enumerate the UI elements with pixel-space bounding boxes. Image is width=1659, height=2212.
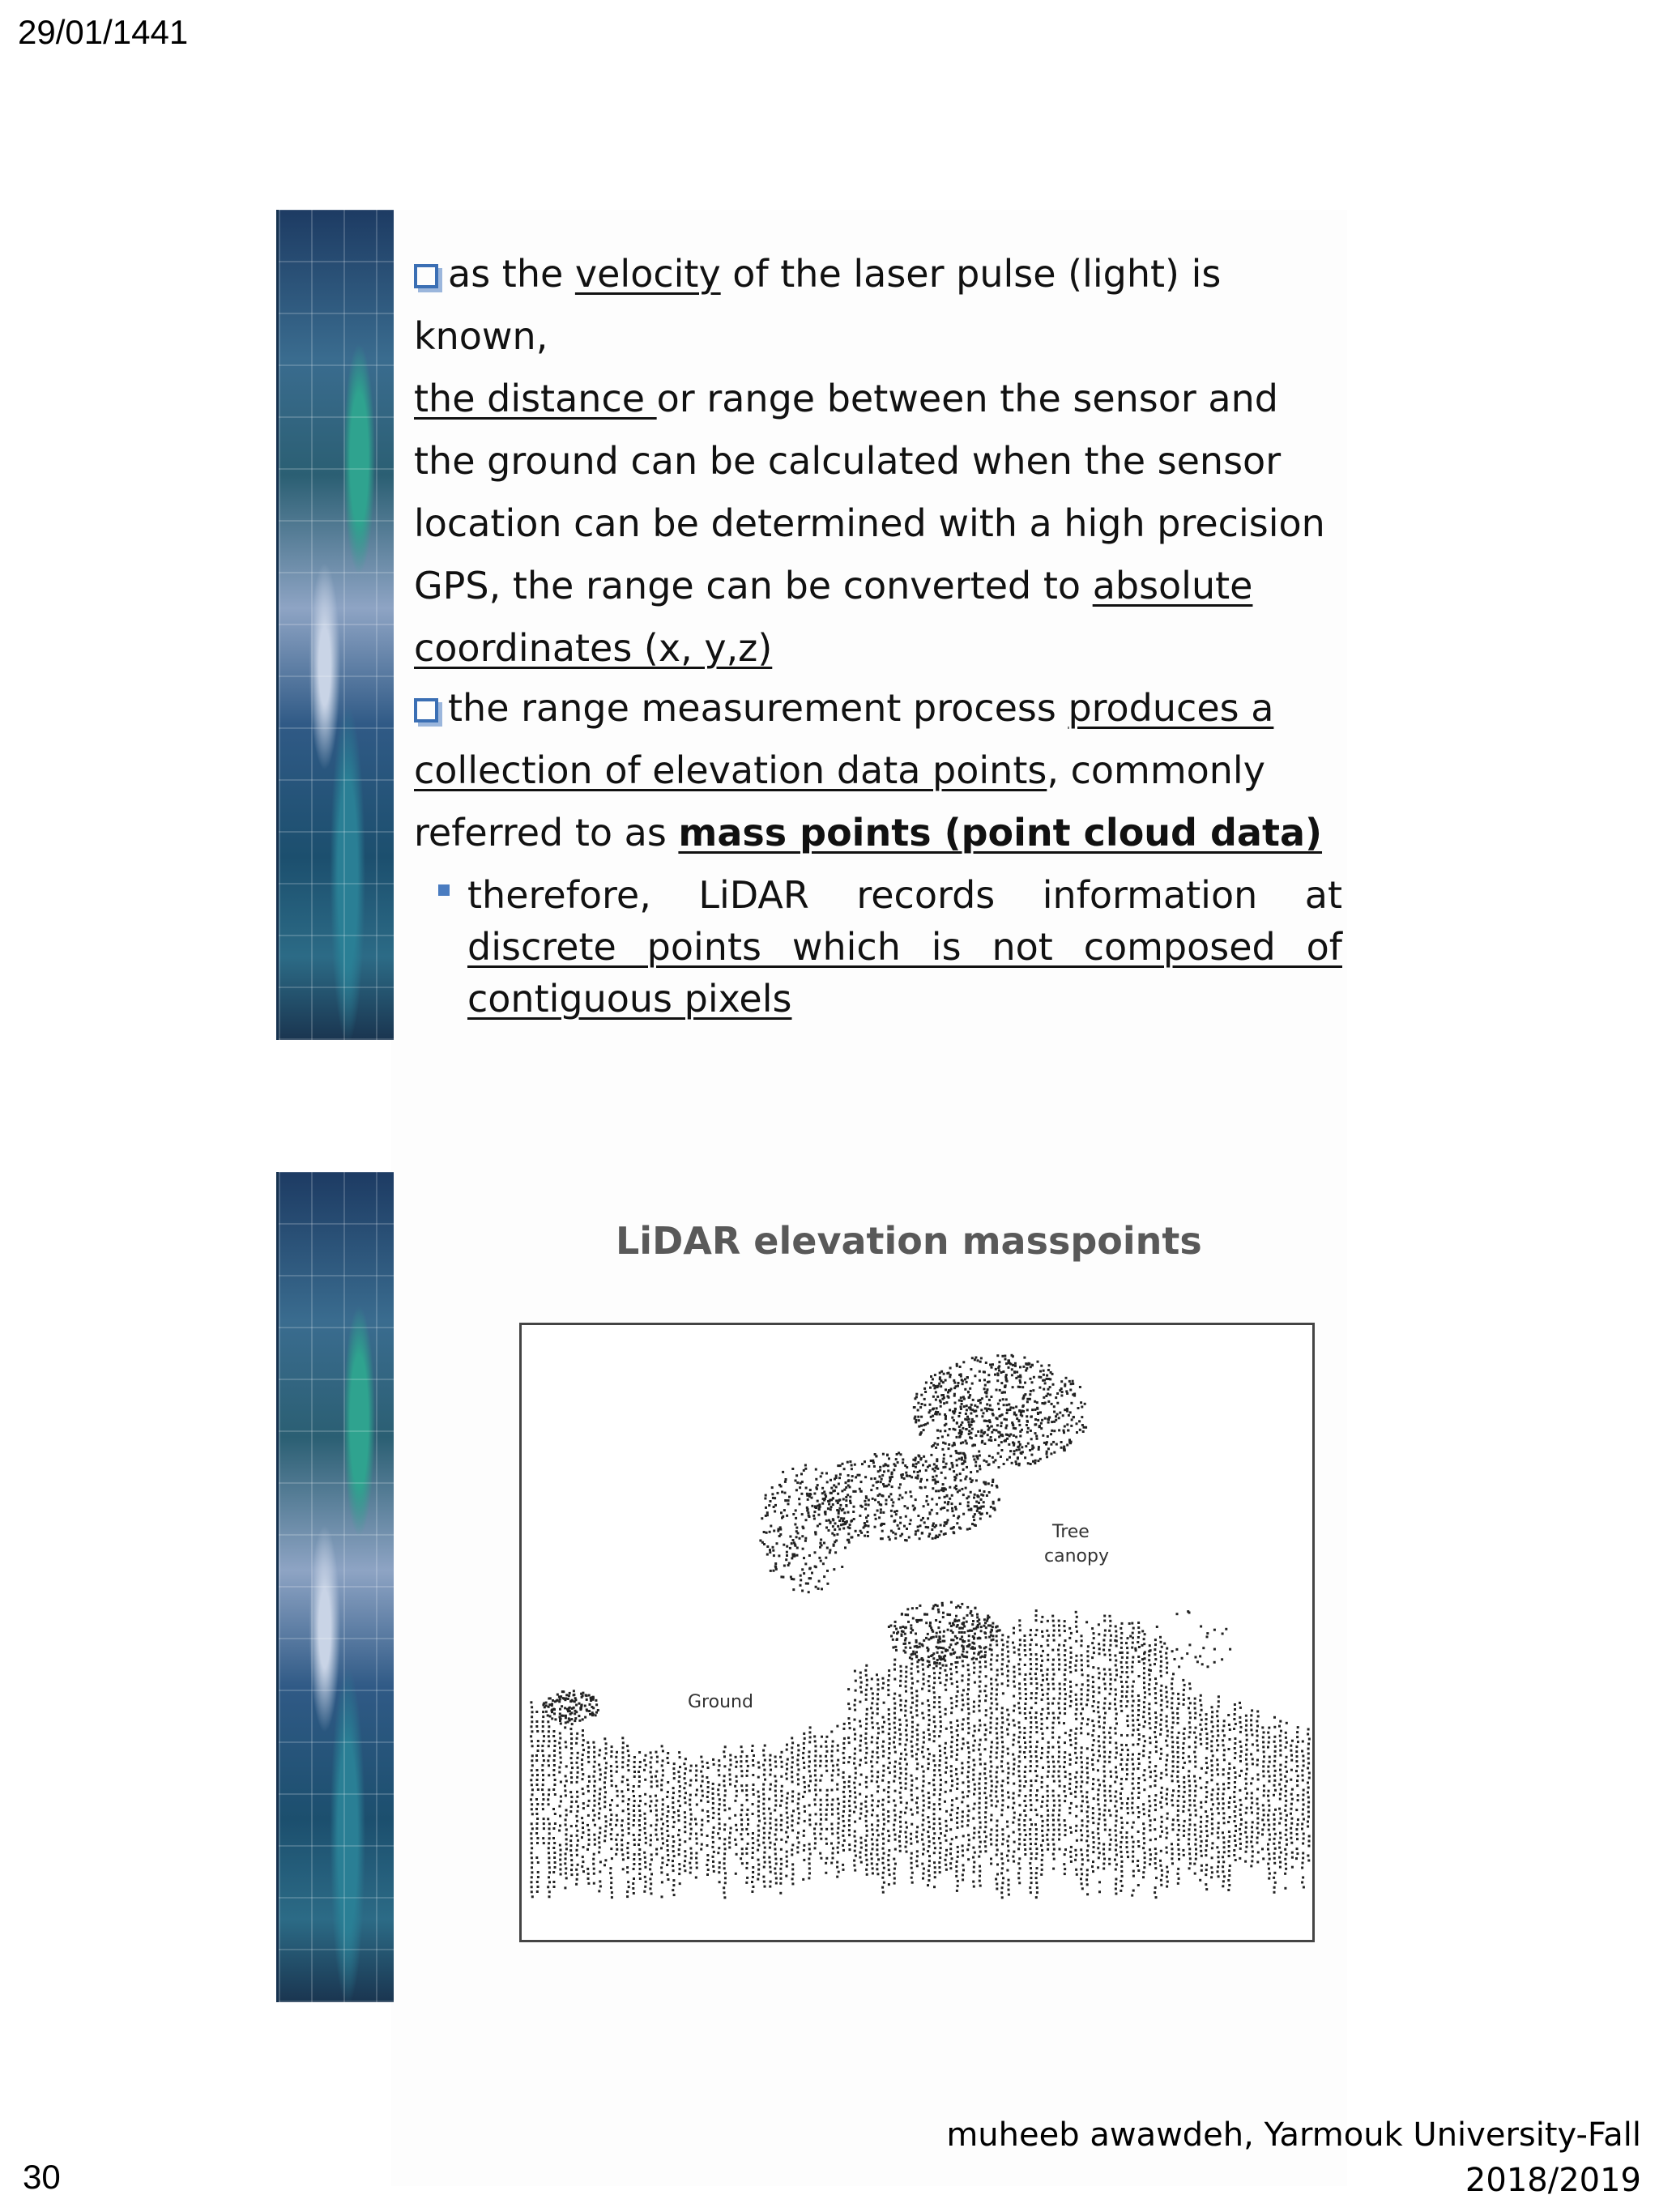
satellite-image-strip-top — [276, 210, 394, 1040]
paragraph-mass-points: the range measurement process produces a collection of elevation data points, commonly referred to as mass points (point cloud data) — [414, 686, 1323, 855]
footer-author — [912, 2112, 1641, 2203]
footer-author-line1: muheeb awawdeh, Yarmouk University-Fall — [946, 2116, 1641, 2154]
page-number: 30 — [23, 2158, 61, 2196]
canopy-label: canopy — [1044, 1546, 1109, 1566]
slide-date: 29/01/1441 — [18, 13, 189, 51]
footer-author-line2: 2018/2019 — [1465, 2162, 1641, 2199]
checkbox-bullet-icon — [414, 698, 438, 722]
satellite-image-strip-bottom — [276, 1172, 394, 2002]
square-bullet-icon — [438, 884, 450, 896]
tree-label: Tree — [1052, 1522, 1090, 1542]
ground-label: Ground — [688, 1692, 753, 1712]
point-cloud-graphic — [522, 1325, 1312, 1940]
figure-title: LiDAR elevation masspoints — [616, 1219, 1202, 1263]
sub-bullet-discrete-points: therefore, LiDAR records information at discrete points which is not composed of contiguous pixels — [467, 873, 1342, 1021]
checkbox-bullet-icon — [414, 264, 438, 288]
paragraph-velocity: as the velocity of the laser pulse (light) is known, the distance or range between the sensor and the ground can be calculated when the sensor location can be determined with a high precision GPS, the range can be converted to absolute coordinates (x, y,z) — [414, 252, 1325, 670]
lidar-point-cloud-figure — [519, 1323, 1315, 1942]
